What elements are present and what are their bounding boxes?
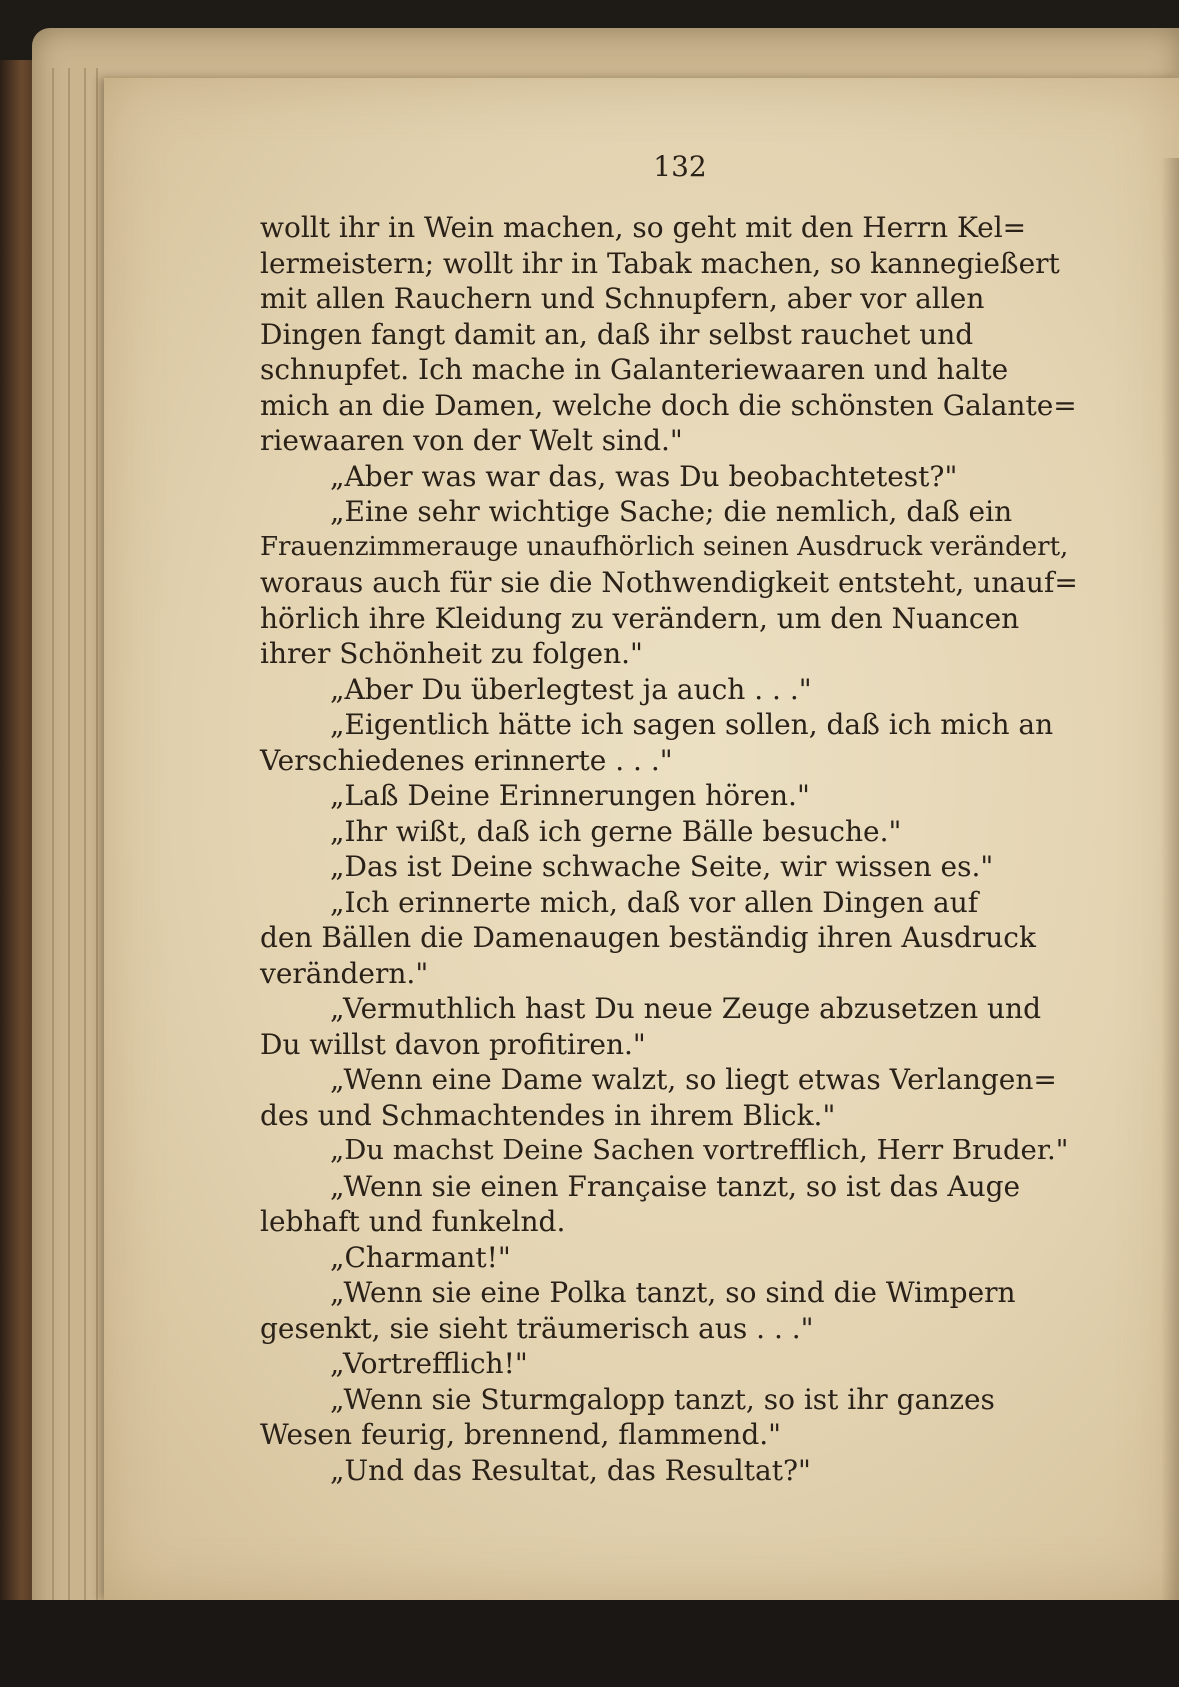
text-line: „Aber was war das, was Du beobachtetest?" [330,459,958,493]
text-line: „Charmant!" [330,1240,511,1274]
text-line: „Ich erinnerte mich, daß vor allen Dingen auf [330,885,979,919]
page-edge-line [52,68,54,1608]
page-edge-line [96,68,98,1608]
text-line: ihrer Schönheit zu folgen." [260,637,643,670]
text-line: gesenkt, sie sieht träumerisch aus . . ." [260,1311,814,1345]
text-line: den Bällen die Damenaugen beständig ihren Ausdruck [260,921,1036,954]
text-line: „Vermuthlich hast Du neue Zeuge abzusetzen und [330,992,1042,1025]
text-line: „Wenn sie eine Polka tanzt, so sind die Wimpern [330,1276,1016,1309]
text-line: „Das ist Deine schwache Seite, wir wissen es." [330,850,994,883]
text-line: mich an die Damen, welche doch die schönsten Galante= [260,388,1077,422]
body-text [260,210,1080,1488]
text-line: „Du machst Deine Sachen vortrefflich, Herr Bruder." [330,1134,1069,1166]
text-line: riewaaren von der Welt sind." [260,424,683,457]
page-edge-line [84,68,86,1608]
text-line: „Eine sehr wichtige Sache; die nemlich, daß ein [330,495,1013,528]
text-line: „Ihr wißt, daß ich gerne Bälle besuche." [330,814,902,848]
text-line: Verschiedenes erinnerte . . ." [260,743,673,777]
text-line: „Wenn sie Sturmgalopp tanzt, so ist ihr ganzes [330,1382,995,1416]
text-line: Wesen feurig, brennend, flammend." [260,1418,782,1451]
text-line: Frauenzimmerauge unaufhörlich seinen Ausdruck verändert, [260,531,1069,562]
text-line: Du willst davon profitiren." [260,1027,646,1061]
text-line: „Wenn eine Dame walzt, so liegt etwas Verlangen= [330,1063,1057,1096]
text-line: verändern." [260,956,429,990]
text-line: „Wenn sie einen Française tanzt, so ist das Auge [330,1169,1021,1203]
background-surface [0,1600,1179,1687]
text-line: schnupfet. Ich mache in Galanteriewaaren und halte [260,353,1009,386]
text-line: des und Schmachtendes in ihrem Blick." [260,1098,836,1132]
page-number: 132 [653,150,707,183]
text-line: woraus auch für sie die Nothwendigkeit entsteht, unauf= [260,566,1078,599]
text-line: „Vortrefflich!" [330,1347,528,1380]
page-edge-line [68,68,70,1608]
text-line: „Aber Du überlegtest ja auch . . ." [330,672,812,706]
text-line: Dingen fangt damit an, daß ihr selbst rauchet und [260,317,974,351]
text-line: mit allen Rauchern und Schnupfern, aber vor allen [260,282,985,315]
text-line: „Und das Resultat, das Resultat?" [330,1453,811,1487]
text-line: lermeistern; wollt ihr in Tabak machen, so kannegießert [260,246,1060,280]
text-line: hörlich ihre Kleidung zu verändern, um den Nuancen [260,601,1020,635]
text-line: „Laß Deine Erinnerungen hören." [330,779,810,812]
text-line: „Eigentlich hätte ich sagen sollen, daß ich mich an [330,708,1054,741]
text-line: lebhaft und funkelnd. [260,1205,566,1238]
text-line: wollt ihr in Wein machen, so geht mit den Herrn Kel= [260,211,1027,244]
page-gutter-shadow [1161,158,1179,1668]
